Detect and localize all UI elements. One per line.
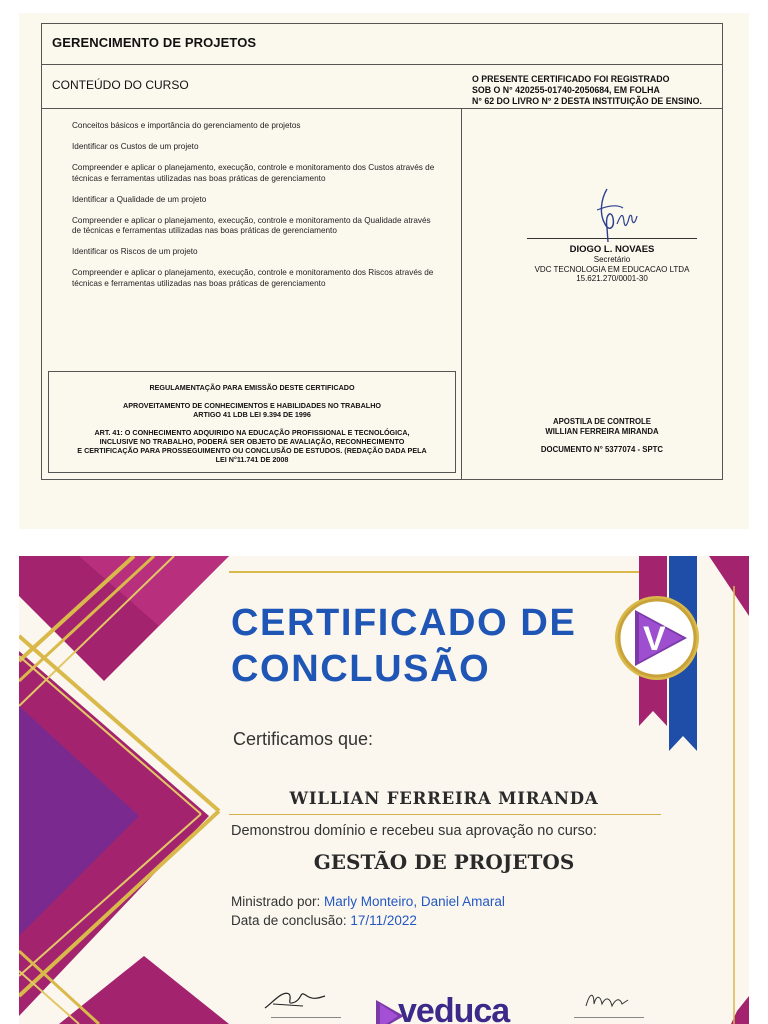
list-item: Compreender e aplicar o planejamento, execução, controle e monitoramento dos Custos através de técnicas e ferramentas utilizadas nas boas práticas de gerenciamento <box>72 163 435 183</box>
list-item: Identificar os Custos de um projeto <box>72 142 199 151</box>
signature-image <box>259 984 329 1014</box>
signature-line <box>574 1017 644 1018</box>
list-item: Identificar a Qualidade de um projeto <box>72 194 207 204</box>
signature-line <box>527 238 697 239</box>
regulation-title: REGULAMENTAÇÃO PARA EMISSÃO DESTE CERTIFICADO <box>149 383 355 392</box>
badge-letter: V <box>643 620 666 658</box>
list-item: Conceitos básicos e importância do gerenciamento de projetos <box>72 121 301 130</box>
control-block <box>482 417 722 455</box>
completion-label: Data de conclusão: <box>231 913 351 928</box>
signature-line <box>271 1017 341 1018</box>
control-title: APOSTILA DE CONTROLE <box>552 417 652 426</box>
completion-date: 17/11/2022 <box>350 913 417 928</box>
regulation-article: APROVEITAMENTO DE CONHECIMENTOS E HABILIDADES NO TRABALHO ARTIGO 41 LDB LEI 9.394 DE 1996 <box>123 401 381 419</box>
course-content-list <box>72 121 442 300</box>
header-row <box>42 24 722 65</box>
veduca-logo <box>374 994 524 1024</box>
name-underline <box>229 814 661 815</box>
signature-image <box>582 988 632 1013</box>
certificate-front-page <box>19 556 749 1024</box>
signer-role: Secretário <box>593 255 631 264</box>
divider <box>461 108 462 479</box>
list-item: Compreender e aplicar o planejamento, execução, controle e monitoramento dos Riscos através de técnicas e ferramentas utilizadas nas boas práticas de gerenciamento <box>72 268 434 288</box>
student-name: WILLIAN FERREIRA MIRANDA <box>289 789 599 808</box>
instructors-label: Ministrado por: <box>231 894 325 909</box>
course-content-box <box>42 108 462 367</box>
registry-statement: O PRESENTE CERTIFICADO FOI REGISTRADO SOB O N° 420255-01740-2050684, EM FOLHA N° 62 DO LIVRO N° 2 DESTA INSTITUIÇÃO DE ENSINO. <box>472 74 702 106</box>
divider <box>461 108 722 109</box>
certificate-title: CERTIFICADO DE CONCLUSÃO <box>231 602 577 690</box>
signature-image <box>577 184 647 244</box>
signer-name: DIOGO L. NOVAES <box>569 244 655 255</box>
control-student-name: WILLIAN FERREIRA MIRANDA <box>545 426 659 436</box>
signer-company: VDC TECNOLOGIA EM EDUCACAO LTDA <box>534 264 690 274</box>
badge-ribbon <box>609 556 749 756</box>
completion-line <box>231 913 417 928</box>
list-item: Identificar os Riscos de um projeto <box>72 247 198 256</box>
certificate-back-frame <box>41 23 723 480</box>
regulation-law-text: ART. 41: O CONHECIMENTO ADQUIRIDO NA EDUCAÇÃO PROFISSIONAL E TECNOLÓGICA, INCLUSIVE NO TRABALHO, PODERÁ SER OBJETO DE AVALIAÇÃO, RECONHECIMENTO E CERTIFICAÇÃO PARA PROSSEGUIMENTO OU CONCLUSÃO DE ESTUDOS. (REDAÇÃO DADA PELA LEI N°11.741 DE 2008 <box>77 428 427 464</box>
list-item: Compreender e aplicar o planejamento, execução, controle e monitoramento da Qualidade através de técnicas e ferramentas utilizadas nas boas práticas de gerenciamento <box>72 215 431 235</box>
signer-block <box>522 184 702 284</box>
certify-intro: Certificamos que: <box>233 729 374 749</box>
content-label: CONTEÚDO DO CURSO <box>52 78 189 92</box>
signer-cnpj: 15.621.270/0001-30 <box>576 274 648 283</box>
course-title: GERENCIMENTO DE PROJETOS <box>52 35 257 50</box>
approval-statement: Demonstrou domínio e recebeu sua aprovação no curso: <box>231 823 597 839</box>
regulation-box <box>48 371 456 473</box>
certificate-back-page <box>19 13 749 529</box>
brand-name: veduca <box>398 992 510 1024</box>
instructors-line <box>231 894 505 909</box>
instructors-names: Marly Monteiro, Daniel Amaral <box>324 894 505 909</box>
control-document-number: DOCUMENTO N° 5377074 - SPTC <box>540 445 664 454</box>
course-name: GESTÃO DE PROJETOS <box>313 850 575 874</box>
